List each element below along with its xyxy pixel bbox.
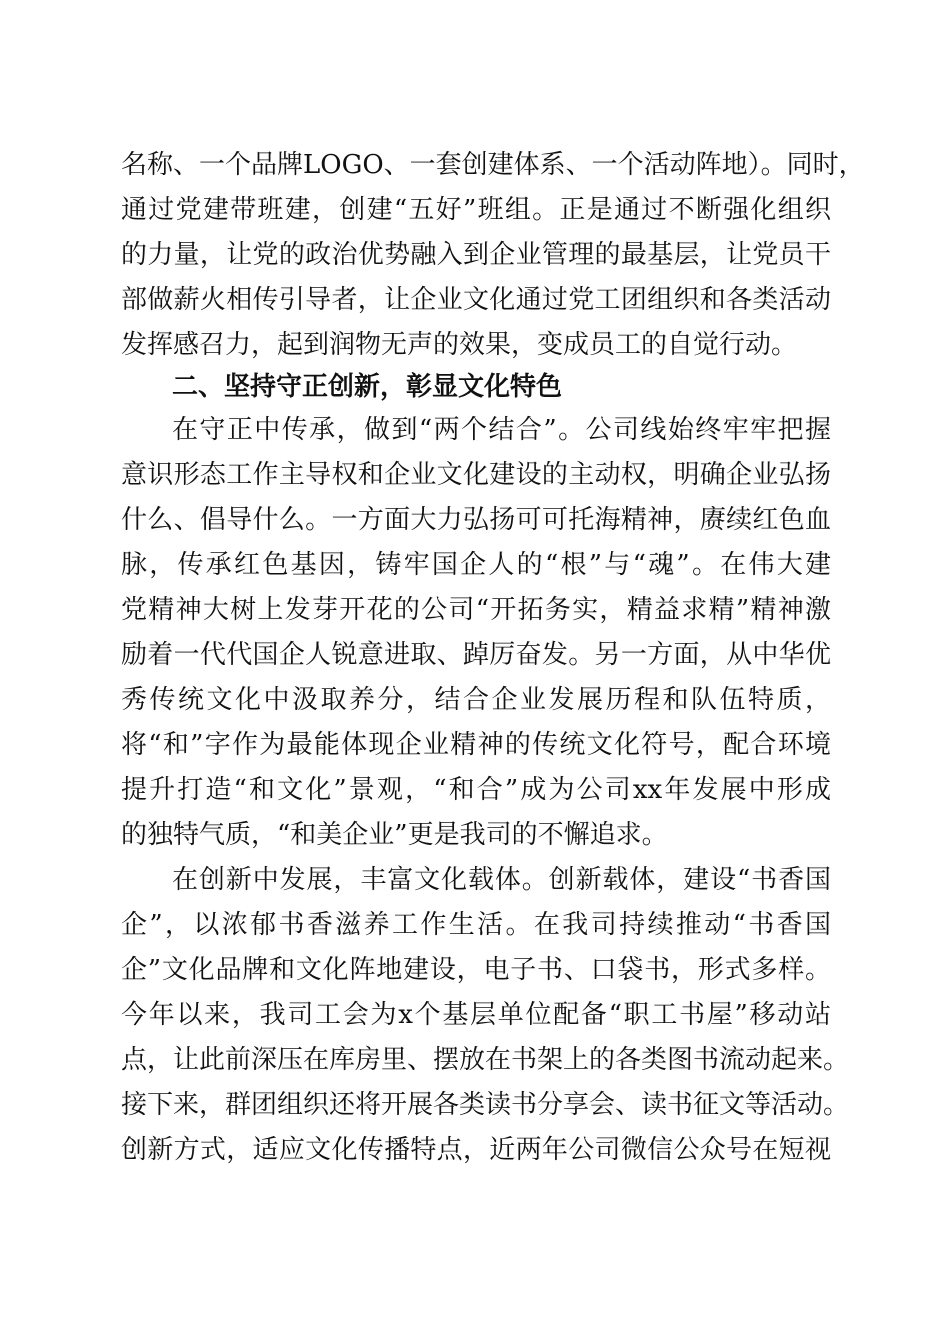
paragraph-line: 部做薪火相传引导者，让企业文化通过党工团组织和各类活动 — [121, 285, 831, 315]
paragraph-line: 在守正中传承，做到“两个结合”。公司线始终牢牢把握 — [172, 415, 831, 445]
paragraph-line: 党精神大树上发芽开花的公司“开拓务实，精益求精”精神激 — [121, 595, 831, 625]
paragraph-line: 发挥感召力，起到润物无声的效果，变成员工的自觉行动。 — [121, 330, 798, 360]
paragraph-line: 秀传统文化中汲取养分，结合企业发展历程和队伍特质， — [121, 685, 831, 715]
paragraph-line: 创新方式，适应文化传播特点，近两年公司微信公众号在短视 — [121, 1135, 831, 1165]
paragraph-line: 提升打造“和文化”景观，“和合”成为公司xx年发展中形成 — [121, 775, 831, 805]
paragraph-line: 名称、一个品牌LOGO、一套创建体系、一个活动阵地）。同时， — [121, 150, 865, 180]
paragraph-line: 通过党建带班建，创建“五好”班组。正是通过不断强化组织 — [121, 195, 831, 225]
section-heading: 二、坚持守正创新，彰显文化特色 — [172, 372, 563, 402]
paragraph-line: 点，让此前深压在库房里、摆放在书架上的各类图书流动起来。 — [121, 1045, 850, 1075]
paragraph-line: 脉，传承红色基因，铸牢国企人的“根”与“魂”。在伟大建 — [121, 550, 831, 580]
paragraph-line: 今年以来，我司工会为x个基层单位配备“职工书屋”移动站 — [121, 1000, 831, 1030]
paragraph-line: 意识形态工作主导权和企业文化建设的主动权，明确企业弘扬 — [121, 460, 831, 490]
paragraph-line: 企”文化品牌和文化阵地建设，电子书、口袋书，形式多样。 — [121, 955, 831, 985]
paragraph-line: 在创新中发展，丰富文化载体。创新载体，建设“书香国 — [172, 865, 831, 895]
paragraph-line: 企”，以浓郁书香滋养工作生活。在我司持续推动“书香国 — [121, 910, 831, 940]
paragraph-line: 将“和”字作为最能体现企业精神的传统文化符号，配合环境 — [121, 730, 831, 760]
paragraph-line: 接下来，群团组织还将开展各类读书分享会、读书征文等活动。 — [121, 1090, 850, 1120]
paragraph-line: 励着一代代国企人锐意进取、踔厉奋发。另一方面，从中华优 — [121, 640, 831, 670]
paragraph-line: 的力量，让党的政治优势融入到企业管理的最基层，让党员干 — [121, 240, 831, 270]
paragraph-line: 什么、倡导什么。一方面大力弘扬可可托海精神，赓续红色血 — [121, 505, 831, 535]
paragraph-line: 的独特气质，“和美企业”更是我司的不懈追求。 — [121, 820, 668, 850]
